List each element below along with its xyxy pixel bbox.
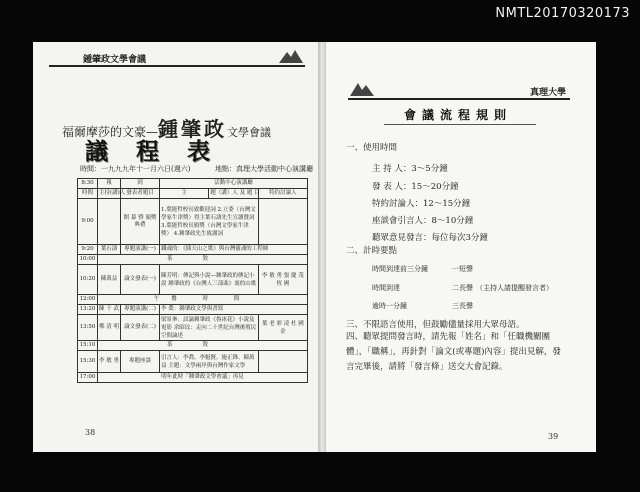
- subtitle-prefix: 福爾摩莎的文豪—: [62, 125, 159, 139]
- section-heading: 三、不限語言使用，但鼓勵儘量採用大眾母語。: [346, 320, 525, 330]
- table-cell: 鐵魂的：《插天山之歌》與台灣靈魂的工程師: [160, 245, 308, 255]
- time-item: 發 表 人：15～20分鐘: [372, 182, 459, 192]
- lunch-label: 午: [153, 296, 172, 302]
- table-cell: 13:50: [78, 315, 98, 341]
- table-row: [78, 351, 308, 373]
- time-item: 特約討論人：12～15分鐘: [372, 199, 471, 209]
- event-time: 時間：一九九九年十一月六日(週六): [80, 165, 191, 173]
- table-cell: [258, 199, 307, 245]
- table-row: [78, 305, 308, 315]
- table-cell: 李 敏 勇: [98, 351, 121, 373]
- table-row: [78, 341, 308, 351]
- table-row: [78, 199, 308, 245]
- mountain-logo-icon: [279, 49, 303, 66]
- section-heading: 二、計時要點: [346, 246, 398, 256]
- break-label: 敘: [202, 256, 239, 262]
- table-cell: 論文發表(一): [121, 265, 160, 295]
- right-header-text: 真理大學: [529, 88, 566, 98]
- agenda-title: 議 程 表: [85, 138, 221, 165]
- timing-signal: 三長聲: [452, 302, 473, 310]
- table-row: [78, 179, 308, 189]
- table-row: [78, 265, 308, 295]
- table-cell: 到: [121, 179, 160, 189]
- right-page-number: 39: [548, 432, 559, 441]
- header-cell: 發表者題目: [121, 189, 160, 199]
- break-label: 敘: [202, 342, 239, 348]
- table-cell: 陳萬益: [98, 265, 121, 295]
- left-header-rule: [49, 65, 305, 67]
- break-label: 茶: [166, 342, 203, 348]
- subtitle-suffix: 文學會議: [227, 126, 272, 139]
- table-cell: [98, 341, 308, 351]
- table-cell: 1.葉能哲校長致歡迎詞 2.立委（台灣文學家牛津獎）得主葉石濤先生宣讀贊詞 3.葉能哲校長頒獎（台灣文學家牛津獎） 4.鍾肇政先生致謝詞: [160, 199, 259, 245]
- table-cell: [98, 199, 121, 245]
- left-page-number: 38: [85, 428, 96, 437]
- table-cell: 17:00: [78, 373, 98, 383]
- table-row: [78, 373, 308, 383]
- rules-title-underline: [384, 124, 536, 125]
- timing-signal: 一短聲: [452, 265, 473, 273]
- catalog-number: NMTL20170320173: [495, 6, 630, 21]
- table-cell: 8:30: [78, 179, 98, 189]
- right-running-header: [348, 84, 570, 102]
- table-cell: 葉 老 彩 凌 杜 國 金: [258, 315, 307, 341]
- timing-label: 時間到達前三分鐘: [372, 265, 428, 273]
- table-cell: 論文發表(二): [121, 315, 160, 341]
- table-cell: 12:00: [78, 295, 98, 305]
- left-header-text: 鍾肇政文學會議: [83, 55, 147, 65]
- table-cell: 專題演講(二): [121, 305, 160, 315]
- table-cell: 13:20: [78, 305, 98, 315]
- table-cell: 李 喬：鍾肇政文學與書寫: [160, 305, 308, 315]
- header-cell: 主持(講)人: [98, 189, 121, 199]
- table-cell: 專題座談: [121, 351, 160, 373]
- time-item: 聽眾意見發言：每位每次3分鐘: [372, 233, 488, 243]
- table-cell: [98, 295, 308, 305]
- table-cell: [98, 255, 308, 265]
- table-cell: 開 幕 暨 頒獎典禮: [121, 199, 160, 245]
- timing-label: 時間到達: [372, 284, 400, 292]
- mountain-logo-icon: [350, 82, 374, 99]
- table-cell: 10:00: [78, 255, 98, 265]
- left-running-header: [49, 51, 305, 69]
- table-cell: 9:00: [78, 199, 98, 245]
- time-item: 座談會引言人：8～10分鐘: [372, 216, 474, 226]
- table-cell: 引言人：李喬、李魁賢、施正鋒、陳萬益 主題：文學兩岸與台灣作家文學: [160, 351, 259, 373]
- timing-label: 逾時一分鐘: [372, 302, 407, 310]
- lunch-label: 餐 時 間: [171, 296, 252, 302]
- timing-note: （主持人請提醒發言者）: [476, 284, 553, 292]
- table-cell: 專題演講(一): [121, 245, 160, 255]
- break-label: 茶: [166, 256, 203, 262]
- table-cell: 活動中心演講廳: [160, 179, 308, 189]
- table-row: [78, 255, 308, 265]
- table-cell: 李 敏 勇 張 慶 茂 恆 國: [258, 265, 307, 295]
- table-cell: 陳 千 武: [98, 305, 121, 315]
- section-paragraph: 四、聽眾提問發言時，請先報「姓名」和「任職機關團體」，「職稱」，再針對「論文(或專題)內容」提出見解，發言完畢後，請將「發言條」送交大會記錄。: [346, 332, 561, 372]
- table-cell: 15:30: [78, 351, 98, 373]
- header-cell: 題（講）人 及 題 目: [209, 189, 258, 199]
- header-cell: 時間: [78, 189, 98, 199]
- table-cell: 報: [98, 179, 121, 189]
- timing-signal: 二長聲: [452, 284, 473, 292]
- table-header-row: [78, 189, 308, 199]
- table-cell: 鄭 清 明: [98, 315, 121, 341]
- table-cell: 梁景峯：試論鍾肇政《魯冰花》小說及電影 余昭玟：走向二十世紀台灣後殖民空間論述: [161, 316, 257, 339]
- table-row: [78, 245, 308, 255]
- table-row: [78, 295, 308, 305]
- event-place: 地點：真理大學活動中心演講廳: [215, 165, 313, 173]
- table-cell: 明年此時「鍾肇政文學會議」再見: [98, 373, 308, 383]
- table-cell: 陳芳明：傳記與小說—鍾肇政的傳記小說 鍾肇政的《台灣人三部曲》裏的山歌: [160, 265, 259, 295]
- subtitle-name: 鍾肇政: [158, 117, 228, 141]
- table-cell: 9:20: [78, 245, 98, 255]
- table-row: [78, 315, 308, 341]
- time-item: 主 持 人：3～5分鐘: [372, 164, 448, 174]
- table-cell: 15:10: [78, 341, 98, 351]
- rules-title: 會議流程規則: [404, 108, 513, 122]
- table-cell: [258, 351, 307, 373]
- header-cell: 特約討論人: [258, 189, 307, 199]
- section-heading: 一、使用時間: [346, 143, 398, 153]
- table-cell: 10:20: [78, 265, 98, 295]
- right-header-rule: [348, 98, 570, 100]
- header-cell: 主: [160, 189, 209, 199]
- table-cell: 葉石濤: [98, 245, 121, 255]
- schedule-table: [77, 178, 308, 383]
